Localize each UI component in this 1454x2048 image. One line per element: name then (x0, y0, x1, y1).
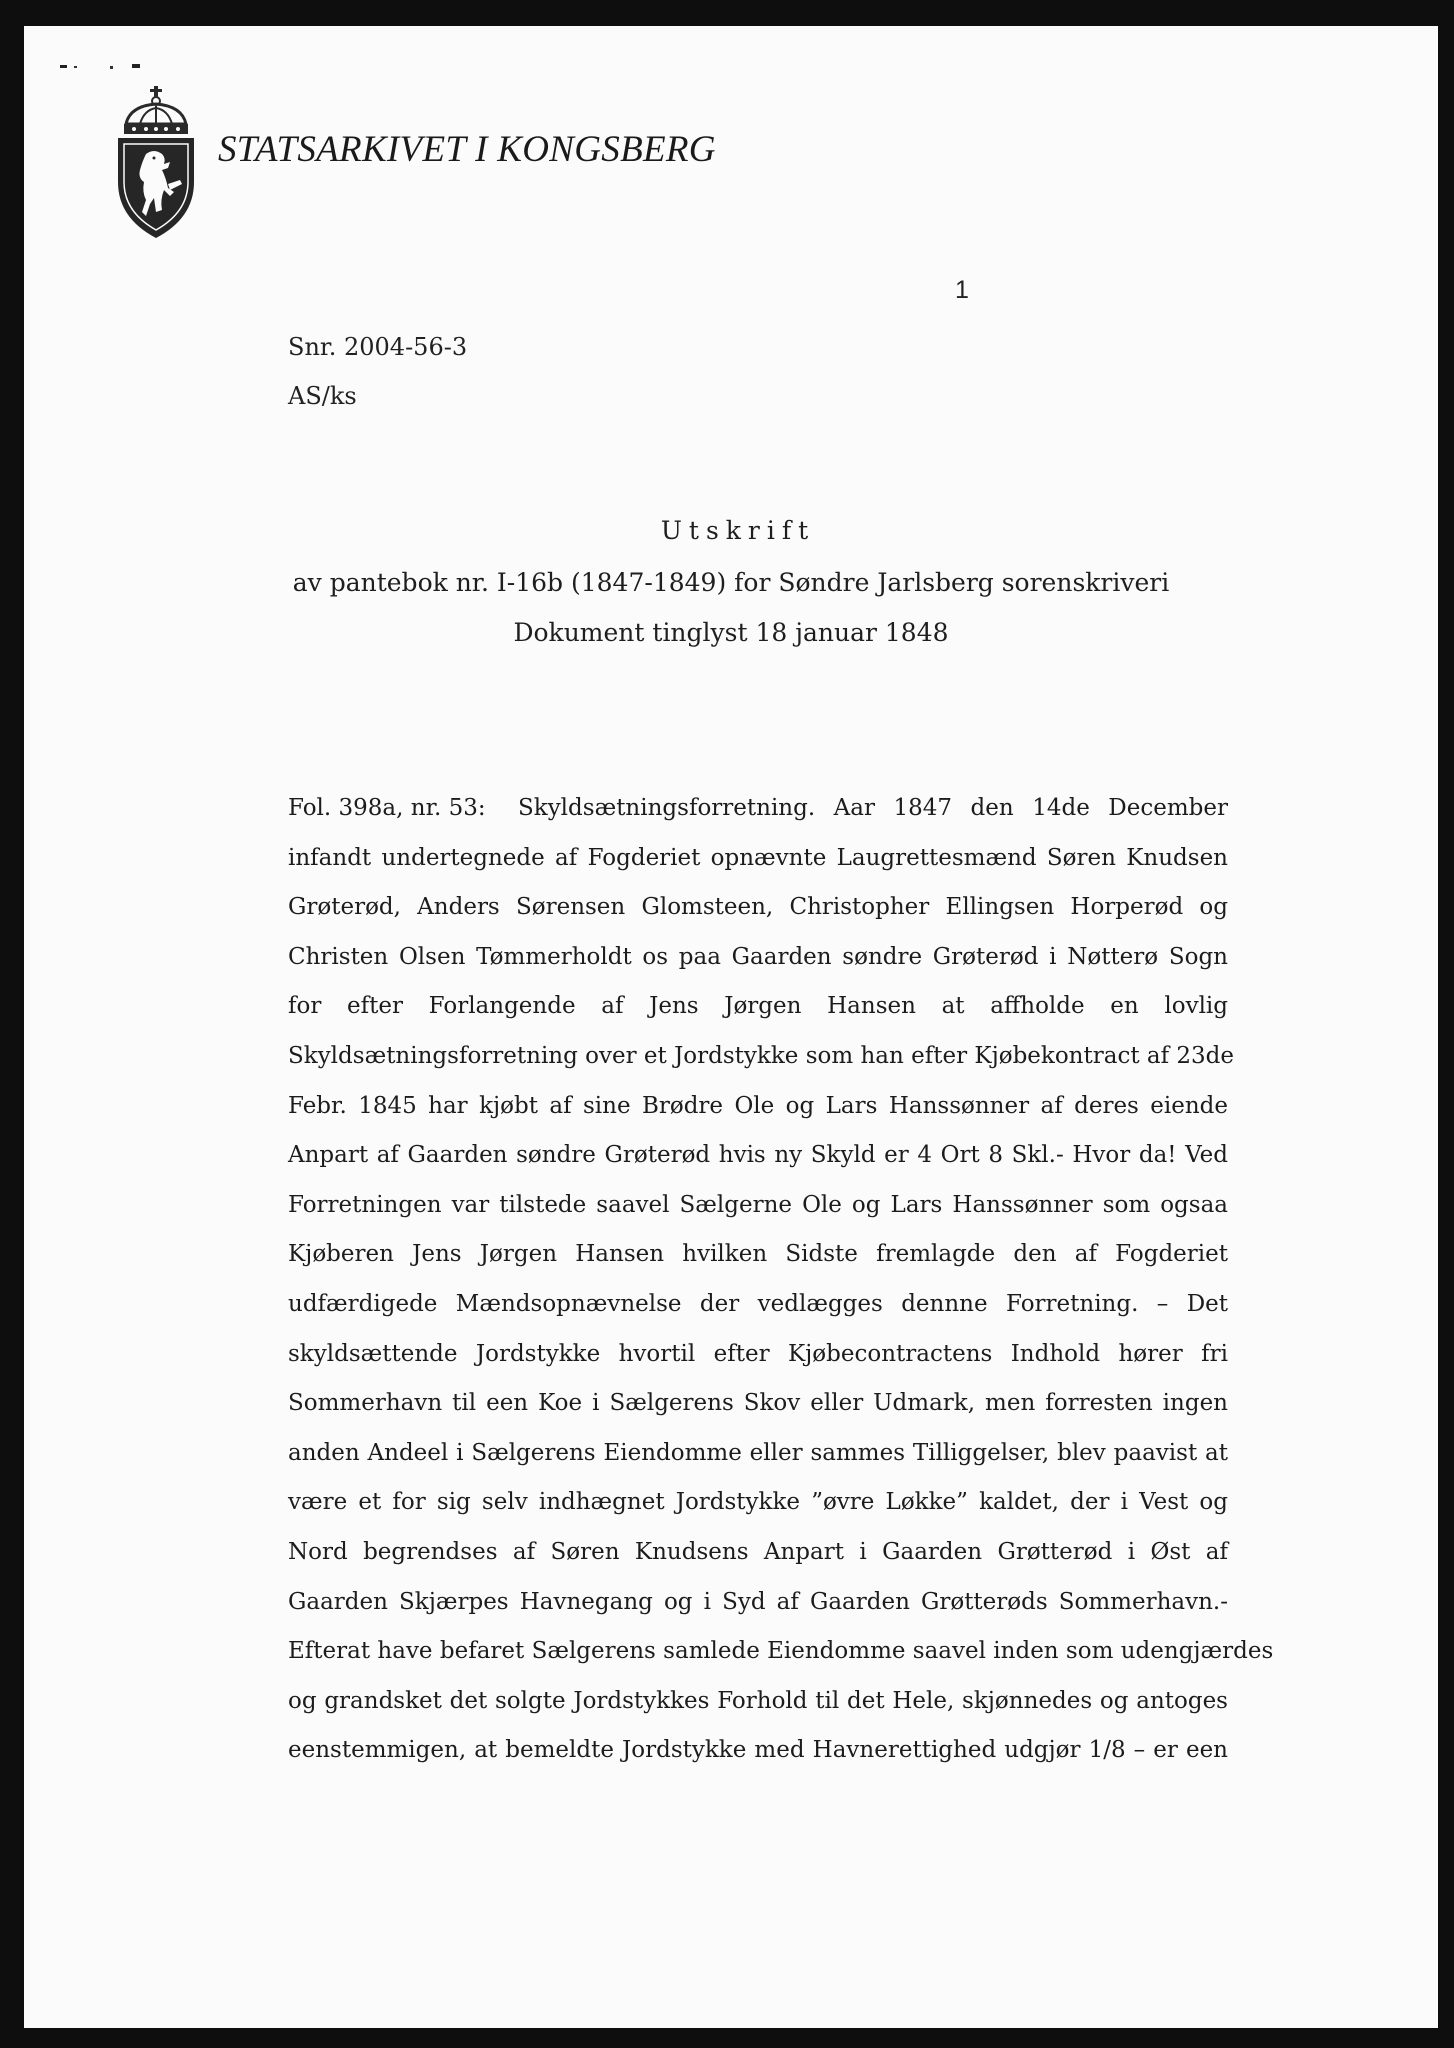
transcription-line: være et for sig selv indhægnet Jordstykke ”øvre Løkke” kaldet, der i Vest og (288, 1489, 1228, 1516)
transcription-line: for efter Forlangende af Jens Jørgen Hansen at affholde en lovlig (288, 993, 1228, 1020)
transcription-line: og grandsket det solgte Jordstykkes Forhold til det Hele, skjønnedes og antoges (288, 1687, 1228, 1714)
reference-number: Snr. 2004-56-3 (288, 333, 468, 361)
transcription-line: Grøterød, Anders Sørensen Glomsteen, Christopher Ellingsen Horperød og (288, 894, 1228, 921)
transcription-line: Nord begrendses af Søren Knudsens Anpart i Gaarden Grøtterød i Øst af (288, 1538, 1228, 1565)
page-number: 1 (955, 276, 969, 304)
folio-reference: Fol. 398a, nr. 53: (288, 795, 486, 821)
transcription-line: Febr. 1845 har kjøbt af sine Brødre Ole og Lars Hanssønner af deres eiende (288, 1092, 1228, 1119)
transcription-line: skyldsættende Jordstykke hvortil efter Kjøbecontractens Indhold hører fri (288, 1340, 1228, 1367)
document-title: Utskrift (660, 516, 816, 545)
transcription-line: anden Andeel i Sælgerens Eiendomme eller sammes Tilliggelser, blev paavist at (288, 1439, 1228, 1466)
reference-signature: AS/ks (288, 382, 357, 410)
transcription-line: Anpart af Gaarden søndre Grøterød hvis ny Skyld er 4 Ort 8 Skl.- Hvor da! Ved (288, 1142, 1228, 1169)
document-subtitle: av pantebok nr. I-16b (1847-1849) for Søndre Jarlsberg sorenskriveri (292, 568, 1170, 597)
transcription-line: Efterat have befaret Sælgerens samlede Eiendomme saavel inden som udengjærdes (288, 1638, 1274, 1665)
transcription-line (288, 784, 1228, 834)
transcription-line: Christen Olsen Tømmerholdt os paa Gaarden søndre Grøterød i Nøtterø Sogn (288, 943, 1228, 970)
institution-name: STATSARKIVET I KONGSBERG (218, 129, 716, 170)
document-registration-date: Dokument tinglyst 18 januar 1848 (513, 618, 949, 647)
transcription-line: infandt undertegnede af Fogderiet opnævnte Laugrettesmænd Søren Knudsen (288, 844, 1228, 871)
document-page (24, 26, 1438, 2028)
transcription-line: Kjøberen Jens Jørgen Hansen hvilken Sidste fremlagde den af Fogderiet (288, 1241, 1228, 1268)
transcription-line-text: Skyldsætningsforretning. Aar 1847 den 14de December (518, 795, 1228, 821)
transcription-line: udfærdigede Mændsopnævnelse der vedlægges dennne Forretning. – Det (288, 1290, 1228, 1317)
scan-specks (60, 63, 150, 71)
transcription-line: Gaarden Skjærpes Havnegang og i Syd af Gaarden Grøtterøds Sommerhavn.- (288, 1588, 1228, 1615)
transcription-line: Forretningen var tilstede saavel Sælgerne Ole og Lars Hanssønner som ogsaa (288, 1191, 1228, 1218)
transcription-line: Sommerhavn til een Koe i Sælgerens Skov eller Udmark, men forresten ingen (288, 1390, 1228, 1417)
norwegian-coat-of-arms-icon (116, 84, 196, 240)
transcription-line: Skyldsætningsforretning over et Jordstykke som han efter Kjøbekontract af 23de (288, 1042, 1235, 1069)
transcription-body (288, 784, 1274, 1776)
transcription-line: eenstemmigen, at bemeldte Jordstykke med Havnerettighed udgjør 1/8 – er een (288, 1737, 1228, 1764)
